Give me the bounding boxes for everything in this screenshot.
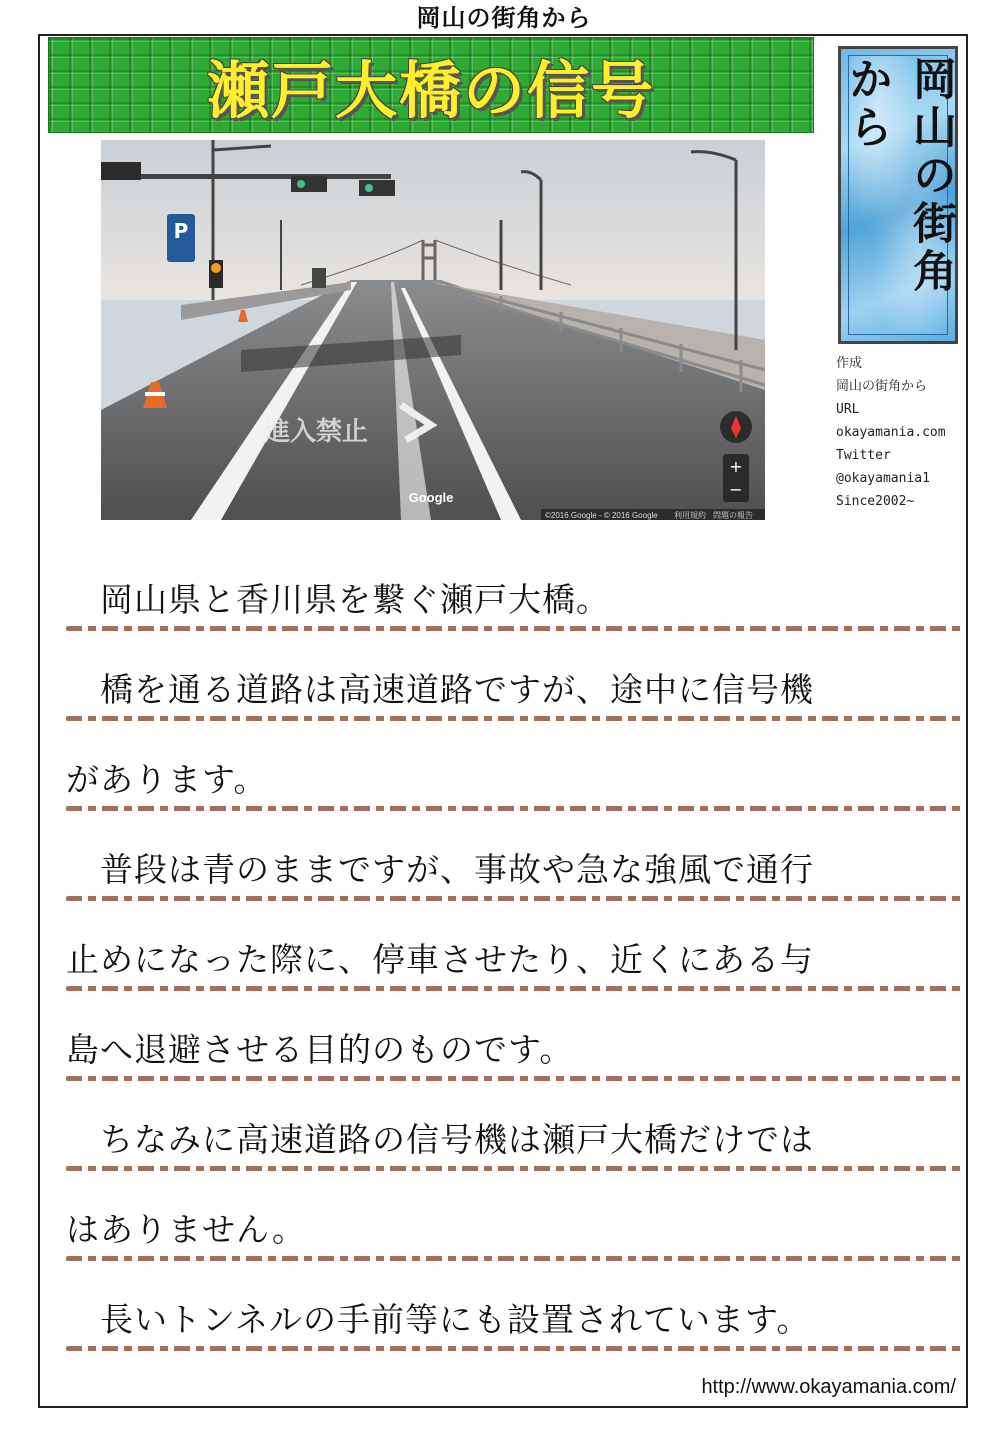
vertical-logo-inner (841, 55, 956, 335)
road-marking: 進入禁止 (263, 417, 369, 447)
map-attribution: ©2016 Google - © 2016 Google (545, 511, 658, 520)
article-line (66, 656, 966, 746)
line-rule (66, 1256, 966, 1261)
credit-author: 岡山の街角から (836, 379, 928, 394)
top-caption: 岡山の街角から (416, 4, 592, 32)
credit-label-url: URL (836, 402, 860, 417)
google-watermark: Google (408, 490, 454, 505)
article-line-text: 島へ退避させる目的のものです。 (66, 1030, 574, 1069)
article-line (66, 746, 966, 836)
credit-url[interactable]: okayamania.com (836, 425, 946, 440)
article-line (66, 926, 966, 1016)
credit-since: Since2002~ (836, 494, 915, 509)
parking-sign-letter: P (173, 219, 189, 243)
article-line-text: 普段は青のままですが、事故や急な強風で通行 (66, 850, 814, 889)
street-view-photo (101, 140, 765, 520)
line-rule (66, 626, 966, 631)
article-line-text: ちなみに高速道路の信号機は瀬戸大橋だけでは (66, 1120, 814, 1159)
line-rule (66, 1166, 966, 1171)
report-link[interactable]: 問題の報告 (713, 511, 753, 520)
footer-url[interactable]: http://www.okayamania.com/ (701, 1376, 956, 1398)
article-line-text: 止めになった際に、停車させたり、近くにある与 (66, 940, 814, 979)
street-view-scene (101, 140, 765, 520)
credits-block (836, 352, 962, 513)
article-line (66, 566, 966, 656)
line-rule (66, 716, 966, 721)
zoom-in-button[interactable]: + (729, 457, 743, 476)
line-rule (66, 1346, 966, 1351)
article-line-text: があります。 (66, 760, 268, 799)
article-line (66, 1286, 966, 1376)
article-line-text: 橋を通る道路は高速道路ですが、途中に信号機 (66, 670, 814, 709)
article-line (66, 836, 966, 926)
credit-label-author: 作成 (836, 356, 863, 371)
article-line-text: 岡山県と香川県を繋ぐ瀬戸大橋。 (66, 580, 610, 619)
credit-twitter[interactable]: @okayamania1 (836, 471, 930, 486)
line-rule (66, 896, 966, 901)
page-title: 瀬戸大橋の信号 (206, 53, 655, 127)
line-rule (66, 1076, 966, 1081)
zoom-out-button[interactable]: − (729, 480, 743, 499)
article-line (66, 1106, 966, 1196)
article-line (66, 1016, 966, 1106)
article-body (66, 566, 966, 1376)
vertical-logo-text: 岡山の街角から (841, 56, 956, 296)
article-line-text: 長いトンネルの手前等にも設置されています。 (66, 1300, 811, 1339)
title-banner (48, 37, 814, 133)
line-rule (66, 806, 966, 811)
credit-label-twitter: Twitter (836, 448, 891, 463)
terms-link[interactable]: 利用規約 (674, 511, 706, 520)
vertical-logo (838, 46, 958, 344)
article-line (66, 1196, 966, 1286)
article-line-text: はありません。 (66, 1210, 306, 1249)
line-rule (66, 986, 966, 991)
